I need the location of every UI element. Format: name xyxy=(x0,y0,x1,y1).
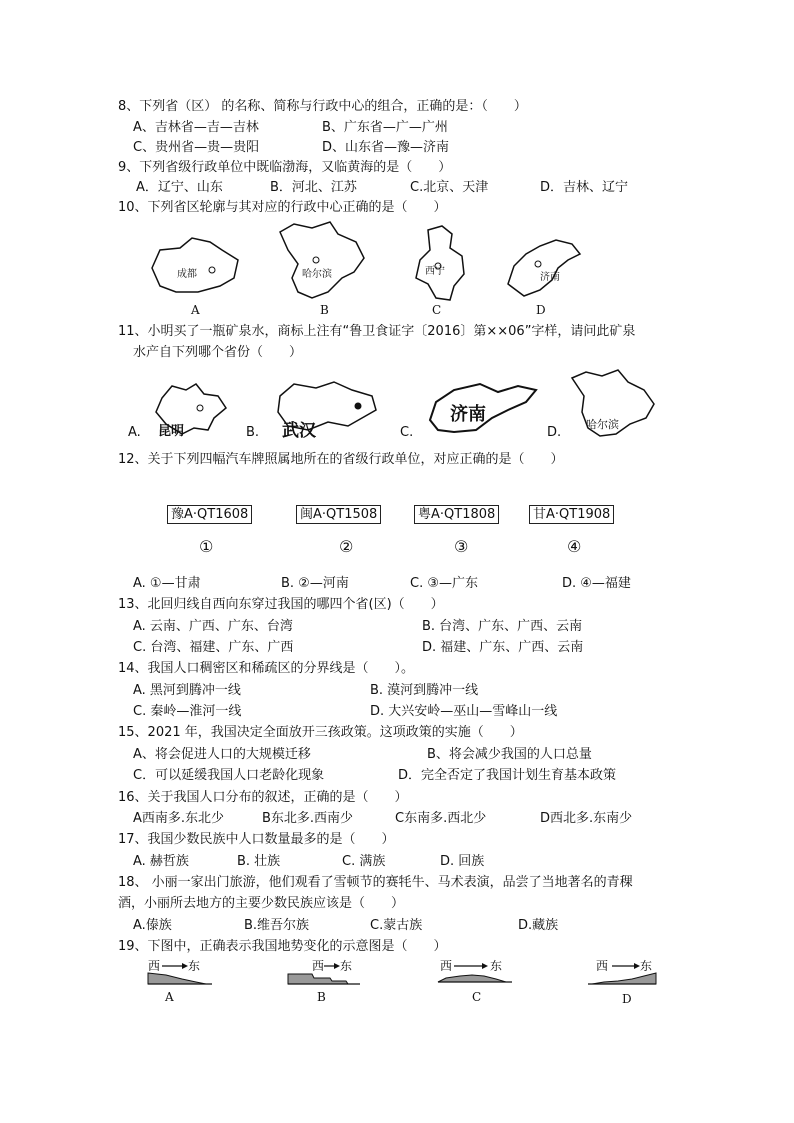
q10-map-a xyxy=(140,220,250,305)
q11-stem: 11、小明买了一瓶矿泉水，商标上注有“鲁卫食证字〔2016〕第××06”字样，请问此矿泉 xyxy=(118,324,636,339)
q18-stem-continued: 酒，小丽所去地方的主要少数民族应该是（ ） xyxy=(118,896,405,911)
q14-stem: 14、我国人口稠密区和稀疏区的分界线是（ ）。 xyxy=(118,661,415,676)
profile-a-east-label: 东 xyxy=(188,959,201,973)
q15-option-a: A、将会促进人口的大规模迁移 xyxy=(133,747,311,762)
q11-map-d-city: 哈尔滨 xyxy=(586,418,619,431)
q11-map-a-city: 昆明 xyxy=(158,424,185,439)
profile-a-letter: A xyxy=(165,990,174,1004)
q13-option-c: C. 台湾、福建、广东、广西 xyxy=(133,640,294,655)
q10-map-b-letter: B xyxy=(320,303,329,317)
q12-option-d: D. ④—福建 xyxy=(562,576,631,591)
q15-option-b: B、将会减少我国的人口总量 xyxy=(427,747,592,762)
q9-stem: 9、下列省级行政单位中既临渤海，又临黄海的是（ ） xyxy=(118,160,452,175)
profile-a-west-label: 西 xyxy=(148,959,161,973)
q14-option-b: B. 漠河到腾冲一线 xyxy=(370,683,479,698)
profile-b-west-label: 西 xyxy=(312,959,325,973)
q17-option-a: A. 赫哲族 xyxy=(133,854,189,869)
q12-option-b: B. ②—河南 xyxy=(281,576,349,591)
q17-stem: 17、我国少数民族中人口数量最多的是（ ） xyxy=(118,832,395,847)
q15-stem: 15、2021 年，我国决定全面放开三孩政策。这项政策的实施（ ） xyxy=(118,725,523,740)
q16-option-a: A西南多.东北少 xyxy=(133,811,225,826)
q14-option-c: C. 秦岭—淮河一线 xyxy=(133,704,242,719)
q16-option-d: D西北多.东南少 xyxy=(540,811,633,826)
profile-b-diagram xyxy=(284,958,364,988)
profile-d-diagram xyxy=(588,958,660,988)
q15-option-d: D．完全否定了我国计划生育基本政策 xyxy=(398,768,617,783)
profile-d-west-label: 西 xyxy=(596,959,609,973)
q13-option-d: D. 福建、广东、广西、云南 xyxy=(422,640,584,655)
plate-number-4: ④ xyxy=(567,537,582,556)
profile-d-east-label: 东 xyxy=(640,959,653,973)
q10-map-c-city: 西宁 xyxy=(425,266,445,277)
q13-stem: 13、北回归线自西向东穿过我国的哪四个省(区)（ ） xyxy=(118,597,444,612)
q11-option-a-letter: A. xyxy=(128,425,141,440)
q10-stem: 10、下列省区轮廓与其对应的行政中心正确的是（ ） xyxy=(118,200,447,215)
q14-option-d: D. 大兴安岭—巫山—雪峰山一线 xyxy=(370,704,558,719)
q9-option-b: B．河北、江苏 xyxy=(270,180,357,195)
q8-option-a: A、吉林省—吉—吉林 xyxy=(133,120,259,135)
q18-option-b: B.维吾尔族 xyxy=(244,918,310,933)
license-plate-3: 粤A·QT1808 xyxy=(414,505,499,524)
q11-option-c-letter: C. xyxy=(400,425,414,440)
q9-option-a: A．辽宁、山东 xyxy=(136,180,223,195)
profile-b-letter: B xyxy=(317,990,326,1004)
plate-number-2: ② xyxy=(339,537,354,556)
profile-c-east-label: 东 xyxy=(490,959,503,973)
q8-option-d: D、山东省—豫—济南 xyxy=(322,140,450,155)
q10-map-c-letter: C xyxy=(432,303,442,317)
profile-c-west-label: 西 xyxy=(440,959,453,973)
q17-option-c: C. 满族 xyxy=(342,854,386,869)
q10-map-b xyxy=(272,218,372,306)
profile-a-diagram xyxy=(146,958,216,988)
profile-d-letter: D xyxy=(622,992,632,1006)
q16-stem: 16、关于我国人口分布的叙述，正确的是（ ） xyxy=(118,790,408,805)
q17-option-b: B. 壮族 xyxy=(237,854,281,869)
license-plate-2: 闽A·QT1508 xyxy=(296,505,381,524)
q15-option-c: C．可以延缓我国人口老龄化现象 xyxy=(133,768,325,783)
q11-option-b-letter: B. xyxy=(246,425,260,440)
q8-option-c: C、贵州省—贵—贵阳 xyxy=(133,140,260,155)
q11-map-c-city: 济南 xyxy=(450,404,486,425)
q16-option-b: B东北多.西南少 xyxy=(262,811,354,826)
plate-number-3: ③ xyxy=(454,537,469,556)
q18-stem: 18、 小丽一家出门旅游，他们观看了雪顿节的赛牦牛、马术表演，品尝了当地著名的青稞 xyxy=(118,875,633,890)
q11-map-b-city: 武汉 xyxy=(282,421,316,441)
q10-map-a-city: 成都 xyxy=(177,269,197,280)
q18-option-c: C.蒙古族 xyxy=(370,918,423,933)
profile-c-diagram xyxy=(436,958,516,988)
q16-option-c: C东南多.西北少 xyxy=(395,811,487,826)
q12-option-a: A. ①—甘肃 xyxy=(133,576,201,591)
q18-option-d: D.藏族 xyxy=(518,918,559,933)
q10-map-d-letter: D xyxy=(536,303,546,317)
q11-stem-continued: 水产自下列哪个省份（ ） xyxy=(133,345,303,360)
q12-option-c: C. ③—广东 xyxy=(410,576,478,591)
q18-option-a: A.傣族 xyxy=(133,918,172,933)
plate-number-1: ① xyxy=(199,537,214,556)
profile-b-east-label: 东 xyxy=(340,959,353,973)
q19-stem: 19、下图中，正确表示我国地势变化的示意图是（ ） xyxy=(118,939,447,954)
q8-stem: 8、下列省（区） 的名称、简称与行政中心的组合，正确的是：（ ） xyxy=(118,99,527,114)
q9-option-c: C.北京、天津 xyxy=(410,180,489,195)
q10-map-d xyxy=(498,230,588,300)
q14-option-a: A. 黑河到腾冲一线 xyxy=(133,683,241,698)
q9-option-d: D．吉林、辽宁 xyxy=(540,180,629,195)
q10-map-b-city: 哈尔滨 xyxy=(302,269,332,280)
q8-option-b: B、广东省—广—广州 xyxy=(322,120,448,135)
license-plate-1: 豫A·QT1608 xyxy=(167,505,252,524)
q13-option-b: B. 台湾、广东、广西、云南 xyxy=(422,619,583,634)
profile-c-letter: C xyxy=(472,990,482,1004)
q10-map-d-city: 济南 xyxy=(540,272,560,283)
q17-option-d: D. 回族 xyxy=(440,854,485,869)
q12-stem: 12、关于下列四幅汽车牌照属地所在的省级行政单位，对应正确的是（ ） xyxy=(118,452,564,467)
license-plate-4: 甘A·QT1908 xyxy=(529,505,614,524)
q11-option-d-letter: D. xyxy=(547,425,562,440)
q13-option-a: A. 云南、广西、广东、台湾 xyxy=(133,619,293,634)
q10-map-a-letter: A xyxy=(191,303,200,317)
